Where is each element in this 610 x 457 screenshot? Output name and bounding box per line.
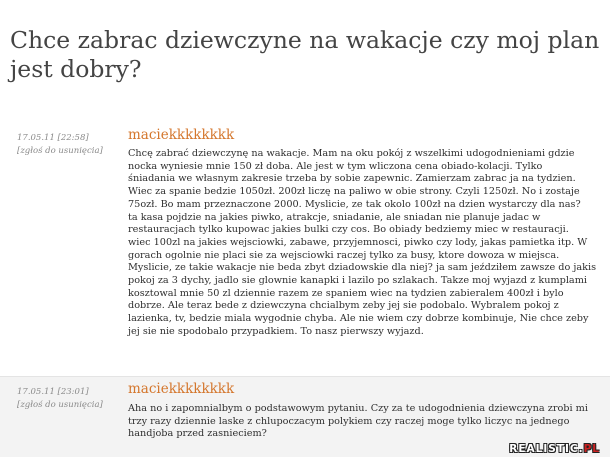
post-date: 17.05.11 [23:01]: [17, 387, 89, 397]
post-body: Chcę zabrać dziewczynę na wakacje. Mam na oku pokój z wszelkimi udogodnieniami gdzie nocka wyniesie mnie 150 zł doba. Ale jest w tym wliczona cena obiado-kolacji. Tylko śniadania we własnym zakresie trzeba by sobie zapewnic. Zamierzam zabrac ja na tydzien. Wiec za spanie bedzie 1050zł. 200zł liczę na paliwo w obie strony. Czyli 1250zł. No i zostaje 75ozł. Bo mam przeznaczone 2000. Myslicie, ze tak okolo 100zł na dzien wystarczy dla nas? ta kasa pojdzie na jakies piwko, atrakcje, sniadanie, ale sniadan nie planuje jadac w restauracjach tylko kupowac jakies bulki czy cos. Bo obiady bedziemy miec w restauracji. wiec 100zl na jakies wejsciowki, zabawe, przyjemnosci, piwko czy lody, jakas pamietka itp. W gorach ogolnie nie placi sie za wejsciowki raczej tylko za busy, ktore dowoza w miejsca. Myslicie, ze takie wakacje nie beda zbyt dziadowskie dla niej? ja sam jeździłem zawsze do jakis pokoj za 3 dychy, jadlo sie glownie kanapki i lazilo po szlakach. Takze moj wyjazd z kumplami kosztowal mnie 50 zl dziennie razem ze spaniem wiec na tydzien zabieralem 400zł i bylo dobrze. Ale teraz bede z dziewczyna chcialbym zeby jej sie podobalo. Wybralem pokoj z lazienka, tv, bedzie miala wygodnie chyba. Ale nie wiem czy dobrze kombinuje, Nie chce zeby jej sie nie spodobalo przypadkiem. To nasz pierwszy wyjazd.: [128, 148, 597, 337]
report-link[interactable]: [zgłoś do usunięcia]: [17, 145, 103, 156]
watermark-accent: PL: [583, 443, 600, 455]
post-meta: [17, 132, 117, 157]
watermark-text: REALISTIC.: [509, 443, 584, 455]
post: [0, 123, 610, 374]
post-date: 17.05.11 [22:58]: [17, 133, 89, 143]
watermark-logo: [509, 443, 600, 455]
post-body: Aha no i zapomnialbym o podstawowym pytaniu. Czy za te udogodnienia dziewczyna zrobi mi trzy razy dziennie laske z chlupoczacym polykiem czy raczej moge tylko liczyc na jednego handjoba przed zasnieciem?: [128, 403, 588, 440]
post-author[interactable]: maciekkkkkkkk: [128, 127, 235, 143]
page-title: Chce zabrac dziewczyne na wakacje czy moj plan jest dobry?: [10, 26, 600, 83]
post-meta: [17, 386, 117, 411]
report-link[interactable]: [zgłoś do usunięcia]: [17, 399, 103, 410]
post-author[interactable]: maciekkkkkkkk: [128, 381, 235, 397]
